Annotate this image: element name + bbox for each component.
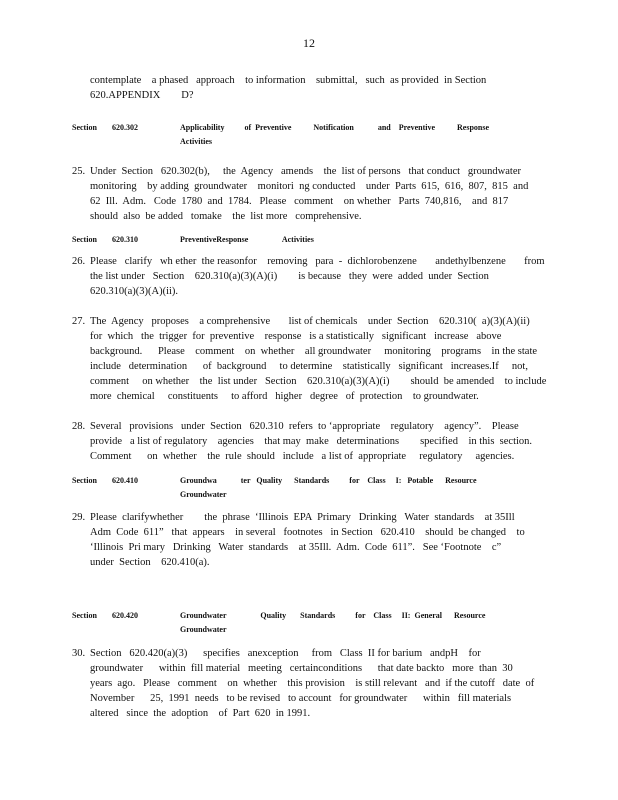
item-line: groundwater within fill material meeting certainconditions that date backto more than 30	[90, 663, 513, 674]
heading-title-continued: Groundwater	[180, 490, 227, 499]
page-number: 12	[303, 36, 315, 50]
comment-item-28	[72, 419, 540, 464]
comment-item-30	[72, 646, 540, 721]
item-number: 28.	[72, 421, 86, 432]
item-line: should also be added tomake the list more comprehensive.	[90, 211, 362, 222]
item-line: more chemical constituents to afford higher degree of protection to groundwater.	[90, 391, 479, 402]
heading-section-number: 620.310	[112, 235, 138, 244]
item-line: Several provisions under Section 620.310 refers to ‘appropriate regulatory agency”. Please	[90, 421, 519, 432]
heading-title: Groundwa ter Quality Standards for Class I: Potable Resource	[180, 476, 477, 485]
item-number: 30.	[72, 648, 86, 659]
heading-section-number: 620.410	[112, 476, 138, 485]
heading-section-label: Section	[72, 123, 97, 132]
item-line: the list under Section 620.310(a)(3)(A)(i) is because they were added under Section	[90, 271, 489, 282]
item-line: Adm Code 611” that appears in several footnotes in Section 620.410 should be changed to	[90, 527, 525, 538]
item-line: 62 Ill. Adm. Code 1780 and 1784. Please comment on whether Parts 740,816, and 817	[90, 196, 509, 207]
item-line: Comment on whether the rule should include a list of appropriate regulatory agencies.	[90, 451, 515, 462]
section-heading-620-302	[72, 121, 542, 149]
item-line: Please clarify wh ether the reasonfor removing para - dichlorobenzene andethylbenzene from	[90, 256, 545, 267]
item-line: ‘Illinois Pri mary Drinking Water standards at 35Ill. Adm. Code 611”. See ‘Footnote c”	[90, 542, 502, 553]
intro-paragraph	[90, 73, 540, 103]
comment-item-27	[72, 314, 547, 404]
item-line: Under Section 620.302(b), the Agency amends the list of persons that conduct groundwater	[90, 166, 521, 177]
item-line: for which the trigger for preventive response is a statistically significant increase above	[90, 331, 502, 342]
heading-section-number: 620.302	[112, 123, 138, 132]
heading-title: PreventiveResponse Activities	[180, 235, 314, 244]
item-line: monitoring by adding groundwater monitori ng conducted under Parts 615, 616, 807, 815 and	[90, 181, 529, 192]
heading-title: Applicability of Preventive Notification and Preventive Response	[180, 123, 490, 132]
item-line: The Agency proposes a comprehensive list of chemicals under Section 620.310( a)(3)(A)(ii)	[90, 316, 530, 327]
item-line: include determination of background to determine statistically significant increases.If not,	[90, 361, 528, 372]
comment-item-25	[72, 164, 540, 224]
section-heading-620-310	[72, 233, 542, 247]
item-line: 620.310(a)(3)(A)(ii).	[90, 286, 179, 297]
heading-title-continued: Activities	[180, 137, 212, 146]
item-number: 25.	[72, 166, 86, 177]
heading-title: Groundwater Quality Standards for Class II: General Resource	[180, 611, 486, 620]
heading-section-label: Section	[72, 611, 97, 620]
heading-title-continued: Groundwater	[180, 625, 227, 634]
item-line: comment on whether the list under Section 620.310(a)(3)(A)(i) should be amended to include	[90, 376, 547, 387]
item-line: Please clarifywhether the phrase ‘Illinois EPA Primary Drinking Water standards at 35Ill	[90, 512, 515, 523]
item-number: 26.	[72, 256, 86, 267]
heading-section-label: Section	[72, 476, 97, 485]
heading-section-label: Section	[72, 235, 97, 244]
item-line: November 25, 1991 needs to be revised to account for groundwater within fill materials	[90, 693, 512, 704]
section-heading-620-420	[72, 609, 542, 637]
comment-item-26	[72, 254, 545, 299]
comment-item-29	[72, 510, 540, 570]
item-line: under Section 620.410(a).	[90, 557, 210, 568]
heading-section-number: 620.420	[112, 611, 138, 620]
section-heading-620-410	[72, 474, 542, 502]
item-line: Section 620.420(a)(3) specifies anexception from Class II for barium andpH for	[90, 648, 481, 659]
intro-line: 620.APPENDIX D?	[90, 90, 194, 101]
item-line: years ago. Please comment on whether this provision is still relevant and if the cutoff date of	[90, 678, 535, 689]
item-number: 29.	[72, 512, 86, 523]
item-line: provide a list of regulatory agencies that may make determinations specified in this section.	[90, 436, 533, 447]
item-line: background. Please comment on whether all groundwater monitoring programs in the state	[90, 346, 538, 357]
item-line: altered since the adoption of Part 620 in 1991.	[90, 708, 311, 719]
item-number: 27.	[72, 316, 86, 327]
intro-line: contemplate a phased approach to information submittal, such as provided in Section	[90, 75, 487, 86]
